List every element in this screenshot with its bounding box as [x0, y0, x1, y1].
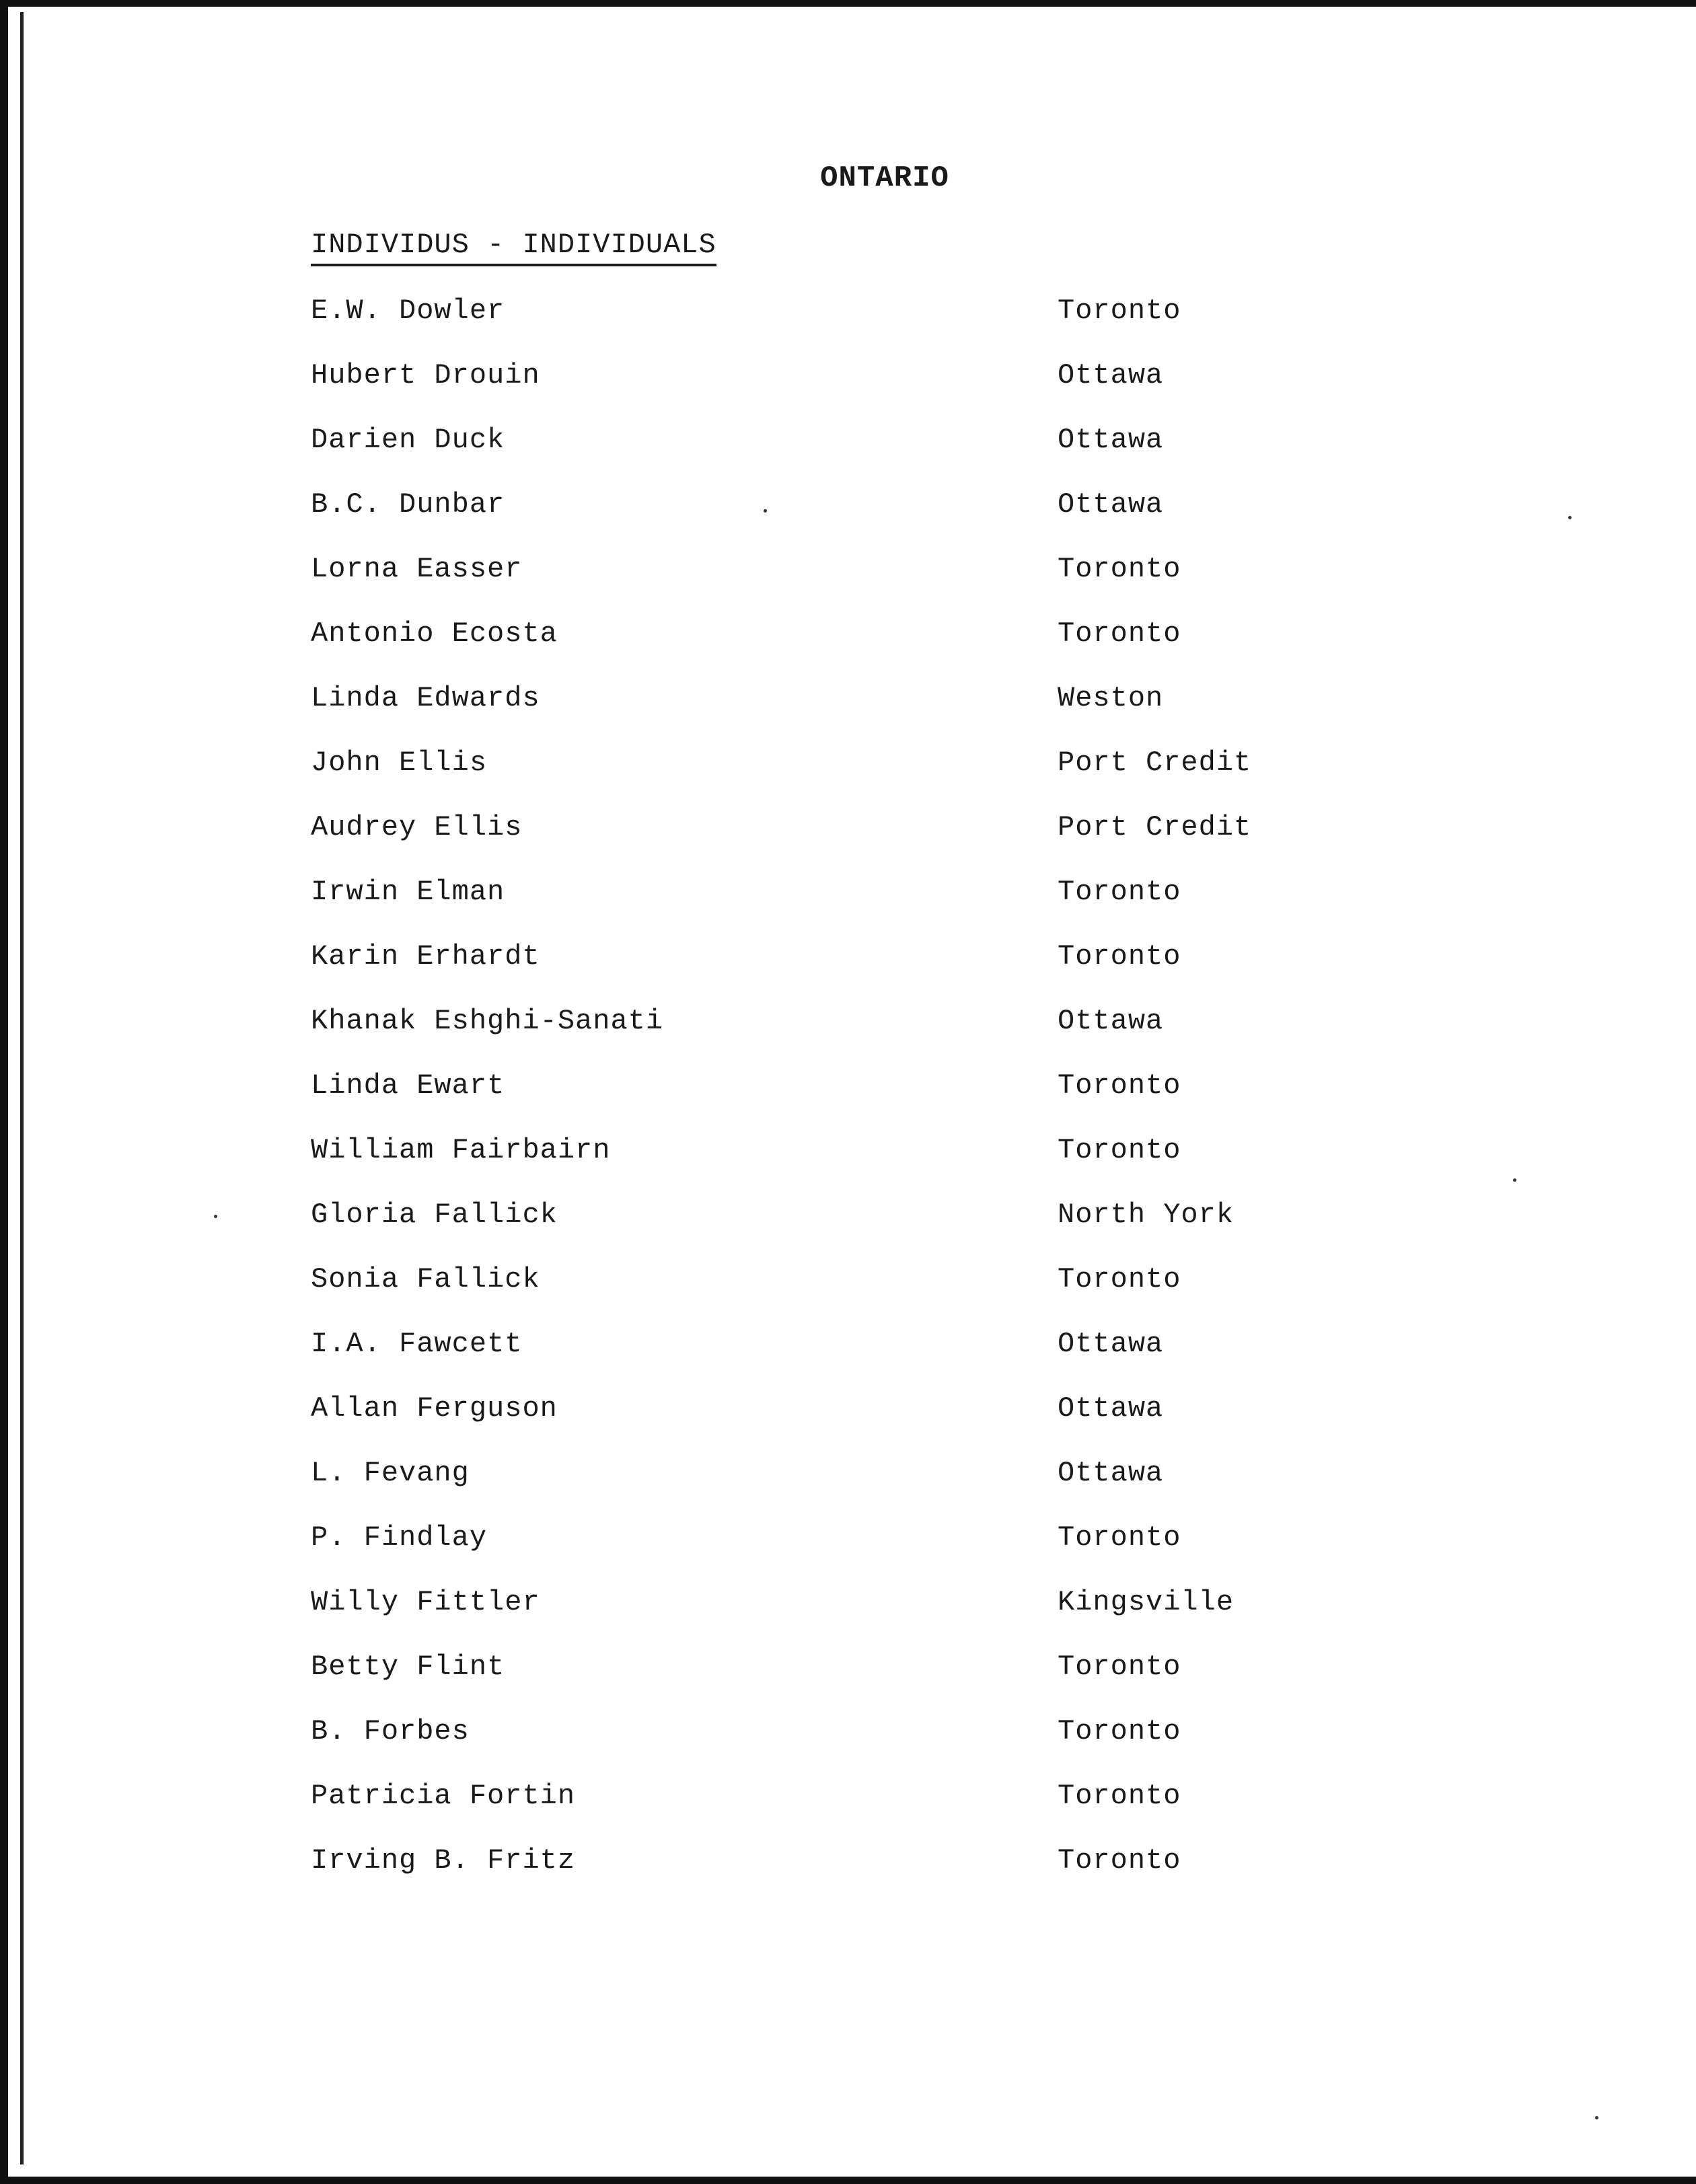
list-item: [311, 1586, 1320, 1651]
individual-city: Toronto: [1058, 617, 1181, 650]
individual-city: Toronto: [1058, 1521, 1181, 1554]
individual-name: B.C. Dunbar: [311, 488, 505, 521]
scan-edge-left-inner: [20, 12, 24, 2164]
individual-city: Ottawa: [1058, 1328, 1164, 1360]
individual-name: Irving B. Fritz: [311, 1844, 576, 1877]
list-item: [311, 295, 1320, 359]
individual-city: Toronto: [1058, 1651, 1181, 1683]
individual-name: B. Forbes: [311, 1715, 470, 1747]
scan-speck: [1513, 1178, 1516, 1182]
individual-name: John Ellis: [311, 747, 488, 779]
scan-speck: [1568, 516, 1572, 519]
individual-city: Ottawa: [1058, 1392, 1164, 1425]
individual-city: Weston: [1058, 682, 1164, 714]
list-item: [311, 1457, 1320, 1521]
individual-name: Audrey Ellis: [311, 811, 523, 843]
individual-city: Ottawa: [1058, 424, 1164, 456]
individuals-list: [311, 295, 1320, 1909]
individual-city: Toronto: [1058, 295, 1181, 327]
individual-city: Ottawa: [1058, 359, 1164, 391]
scan-edge-bottom: [0, 2177, 1696, 2184]
individual-city: Toronto: [1058, 1780, 1181, 1812]
individual-name: L. Fevang: [311, 1457, 470, 1489]
list-item: [311, 811, 1320, 876]
individual-name: Betty Flint: [311, 1651, 505, 1683]
list-item: [311, 876, 1320, 940]
section-heading: INDIVIDUS - INDIVIDUALS: [311, 229, 716, 266]
list-item: [311, 682, 1320, 747]
list-item: [311, 1651, 1320, 1715]
list-item: [311, 1715, 1320, 1780]
individual-city: Toronto: [1058, 940, 1181, 973]
individual-name: Linda Ewart: [311, 1069, 505, 1102]
individual-city: Toronto: [1058, 1069, 1181, 1102]
list-item: [311, 940, 1320, 1005]
individual-name: E.W. Dowler: [311, 295, 505, 327]
list-item: [311, 359, 1320, 424]
individual-city: Toronto: [1058, 876, 1181, 908]
list-item: [311, 1780, 1320, 1844]
list-item: [311, 1521, 1320, 1586]
individual-name: Irwin Elman: [311, 876, 505, 908]
page-title: ONTARIO: [820, 161, 949, 195]
individual-name: Gloria Fallick: [311, 1199, 558, 1231]
individual-name: Linda Edwards: [311, 682, 540, 714]
list-item: [311, 1005, 1320, 1069]
individual-city: Toronto: [1058, 1844, 1181, 1877]
individual-name: Willy Fittler: [311, 1586, 540, 1618]
individual-name: Sonia Fallick: [311, 1263, 540, 1295]
list-item: [311, 488, 1320, 553]
individual-name: P. Findlay: [311, 1521, 488, 1554]
individual-name: Khanak Eshghi-Sanati: [311, 1005, 664, 1037]
scan-speck: [214, 1215, 217, 1218]
scan-speck: [764, 509, 767, 513]
list-item: [311, 1069, 1320, 1134]
individual-city: Port Credit: [1058, 811, 1252, 843]
individual-city: Kingsville: [1058, 1586, 1234, 1618]
list-item: [311, 1844, 1320, 1909]
individual-name: Antonio Ecosta: [311, 617, 558, 650]
individual-city: Toronto: [1058, 1263, 1181, 1295]
individual-city: Toronto: [1058, 1134, 1181, 1166]
individual-city: Toronto: [1058, 1715, 1181, 1747]
scan-speck: [1595, 2116, 1598, 2119]
scan-edge-top: [0, 0, 1696, 7]
individual-name: Hubert Drouin: [311, 359, 540, 391]
list-item: [311, 1134, 1320, 1199]
list-item: [311, 1199, 1320, 1263]
list-item: [311, 1328, 1320, 1392]
list-item: [311, 747, 1320, 811]
individual-city: Ottawa: [1058, 1005, 1164, 1037]
individual-name: Karin Erhardt: [311, 940, 540, 973]
list-item: [311, 553, 1320, 617]
individual-city: Ottawa: [1058, 1457, 1164, 1489]
list-item: [311, 1392, 1320, 1457]
list-item: [311, 1263, 1320, 1328]
individual-city: North York: [1058, 1199, 1234, 1231]
list-item: [311, 617, 1320, 682]
individual-name: Lorna Easser: [311, 553, 523, 585]
individual-city: Ottawa: [1058, 488, 1164, 521]
individual-name: Patricia Fortin: [311, 1780, 576, 1812]
individual-name: Darien Duck: [311, 424, 505, 456]
list-item: [311, 424, 1320, 488]
individual-city: Toronto: [1058, 553, 1181, 585]
individual-name: Allan Ferguson: [311, 1392, 558, 1425]
individual-name: I.A. Fawcett: [311, 1328, 523, 1360]
scan-edge-left: [0, 0, 8, 2184]
individual-city: Port Credit: [1058, 747, 1252, 779]
individual-name: William Fairbairn: [311, 1134, 611, 1166]
